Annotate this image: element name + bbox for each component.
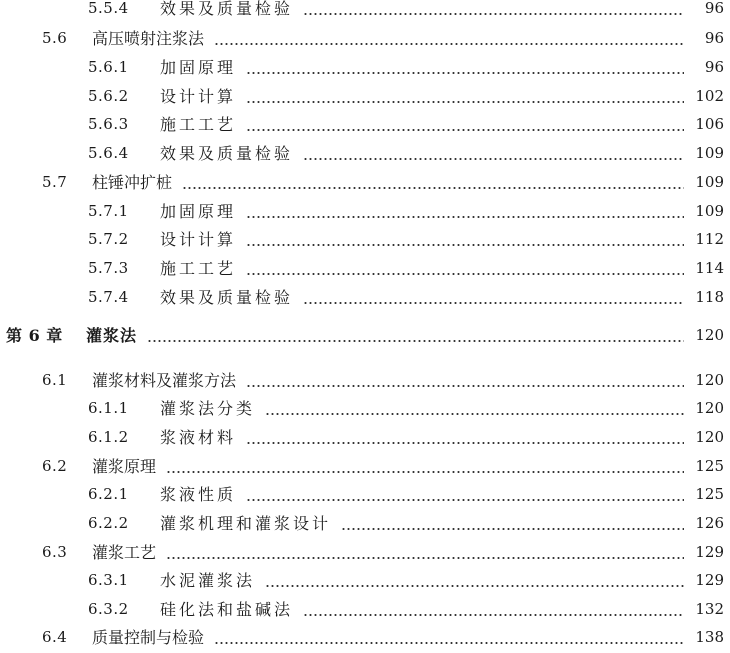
- page-number: 120: [695, 428, 724, 446]
- entry-title: 灌浆工艺: [92, 543, 157, 562]
- page-number: 138: [695, 628, 724, 646]
- dot-leader: [265, 413, 684, 415]
- toc-entry-5-6-2[interactable]: [0, 82, 730, 111]
- entry-number: 6.4: [42, 628, 68, 646]
- entry-title: 水泥灌浆法: [160, 571, 256, 590]
- page-number: 112: [695, 230, 724, 248]
- entry-number: 6.3: [42, 543, 68, 561]
- page-number: 106: [695, 115, 724, 133]
- toc-entry-5-7[interactable]: [0, 168, 730, 197]
- entry-title: 硅化法和盐碱法: [160, 600, 294, 619]
- page-number: 125: [695, 485, 724, 503]
- dot-leader: [303, 13, 684, 15]
- entry-title: 灌浆材料及灌浆方法: [92, 371, 237, 390]
- toc-entry-5-7-4[interactable]: [0, 283, 730, 312]
- page-number: 129: [695, 571, 724, 589]
- entry-title: 效果及质量检验: [160, 288, 294, 307]
- entry-number: 6.3.2: [88, 600, 129, 618]
- dot-leader: [303, 614, 684, 616]
- toc-entry-5-7-1[interactable]: [0, 197, 730, 226]
- entry-title: 设计计算: [160, 230, 237, 249]
- dot-leader: [246, 499, 684, 501]
- entry-number: 5.6.2: [88, 87, 129, 105]
- dot-leader: [182, 187, 684, 189]
- dot-leader: [246, 442, 684, 444]
- toc-entry-6-1-2[interactable]: [0, 423, 730, 452]
- entry-title: 加固原理: [160, 58, 237, 77]
- dot-leader: [147, 340, 684, 342]
- chapter-title: 灌浆法: [86, 326, 138, 345]
- entry-number: 6.1.2: [88, 428, 129, 446]
- page-number: 114: [695, 259, 724, 277]
- toc-entry-6-2[interactable]: [0, 452, 730, 481]
- dot-leader: [166, 471, 684, 473]
- page-number: 120: [695, 371, 724, 389]
- entry-number: 5.6.1: [88, 58, 129, 76]
- entry-title: 柱锤冲扩桩: [92, 173, 173, 192]
- dot-leader: [303, 158, 684, 160]
- entry-title: 灌浆原理: [92, 457, 157, 476]
- entry-title: 施工工艺: [160, 115, 237, 134]
- dot-leader: [265, 585, 684, 587]
- toc-entry-6-3[interactable]: [0, 538, 730, 567]
- entry-number: 5.7.1: [88, 202, 129, 220]
- chapter-number: 第 6 章: [6, 326, 63, 345]
- entry-title: 加固原理: [160, 202, 237, 221]
- entry-title: 灌浆机理和灌浆设计: [160, 514, 332, 533]
- toc-entry-6-3-1[interactable]: [0, 566, 730, 595]
- entry-title: 设计计算: [160, 87, 237, 106]
- page-number: 120: [695, 326, 724, 344]
- dot-leader: [246, 129, 684, 131]
- dot-leader: [246, 216, 684, 218]
- dot-leader: [246, 101, 684, 103]
- entry-title: 浆液材料: [160, 428, 237, 447]
- page-number: 120: [695, 399, 724, 417]
- entry-number: 6.3.1: [88, 571, 129, 589]
- entry-number: 5.7.3: [88, 259, 129, 277]
- toc-entry-5-6-3[interactable]: [0, 110, 730, 139]
- toc-entry-5-7-3[interactable]: [0, 254, 730, 283]
- toc-entry-6-1-1[interactable]: [0, 394, 730, 423]
- toc-entry-6-2-2[interactable]: [0, 509, 730, 538]
- dot-leader: [246, 385, 684, 387]
- entry-number: 5.7.2: [88, 230, 129, 248]
- toc-entry-5-6-4[interactable]: [0, 139, 730, 168]
- dot-leader: [246, 72, 684, 74]
- page-number: 96: [704, 0, 724, 17]
- toc-entry-6-2-1[interactable]: [0, 480, 730, 509]
- entry-number: 6.1.1: [88, 399, 129, 417]
- entry-number: 6.2.1: [88, 485, 129, 503]
- page-number: 126: [695, 514, 724, 532]
- dot-leader: [246, 273, 684, 275]
- page-number: 109: [695, 144, 724, 162]
- page-number: 109: [695, 202, 724, 220]
- entry-title: 灌浆法分类: [160, 399, 256, 418]
- entry-number: 5.6: [42, 29, 68, 47]
- entry-number: 5.6.4: [88, 144, 129, 162]
- toc-entry-5-7-2[interactable]: [0, 225, 730, 254]
- page-number: 96: [704, 29, 724, 47]
- page-number: 109: [695, 173, 724, 191]
- entry-title: 质量控制与检验: [92, 628, 205, 647]
- entry-number: 5.6.3: [88, 115, 129, 133]
- page-number: 129: [695, 543, 724, 561]
- toc-entry-6-1[interactable]: [0, 366, 730, 395]
- entry-title: 效果及质量检验: [160, 0, 294, 18]
- page-number: 96: [704, 58, 724, 76]
- toc-entry-6-3-2[interactable]: [0, 595, 730, 624]
- toc-entry-6-4[interactable]: [0, 623, 730, 652]
- dot-leader: [214, 642, 684, 644]
- dot-leader: [303, 302, 684, 304]
- page-number: 132: [695, 600, 724, 618]
- entry-number: 6.2.2: [88, 514, 129, 532]
- entry-title: 效果及质量检验: [160, 144, 294, 163]
- entry-number: 5.7: [42, 173, 68, 191]
- toc-entry-chapter-6[interactable]: [0, 321, 730, 350]
- toc-entry-5-5-4[interactable]: [0, 0, 730, 23]
- page-number: 118: [695, 288, 724, 306]
- entry-title: 浆液性质: [160, 485, 237, 504]
- dot-leader: [246, 244, 684, 246]
- toc-entry-5-6-1[interactable]: [0, 53, 730, 82]
- dot-leader: [341, 528, 684, 530]
- page-number: 102: [695, 87, 724, 105]
- dot-leader: [214, 43, 684, 45]
- entry-number: 6.2: [42, 457, 68, 475]
- entry-number: 5.7.4: [88, 288, 129, 306]
- entry-title: 施工工艺: [160, 259, 237, 278]
- toc-entry-5-6[interactable]: [0, 24, 730, 53]
- page-number: 125: [695, 457, 724, 475]
- dot-leader: [166, 557, 684, 559]
- entry-title: 高压喷射注浆法: [92, 29, 205, 48]
- entry-number: 6.1: [42, 371, 68, 389]
- entry-number: 5.5.4: [88, 0, 129, 17]
